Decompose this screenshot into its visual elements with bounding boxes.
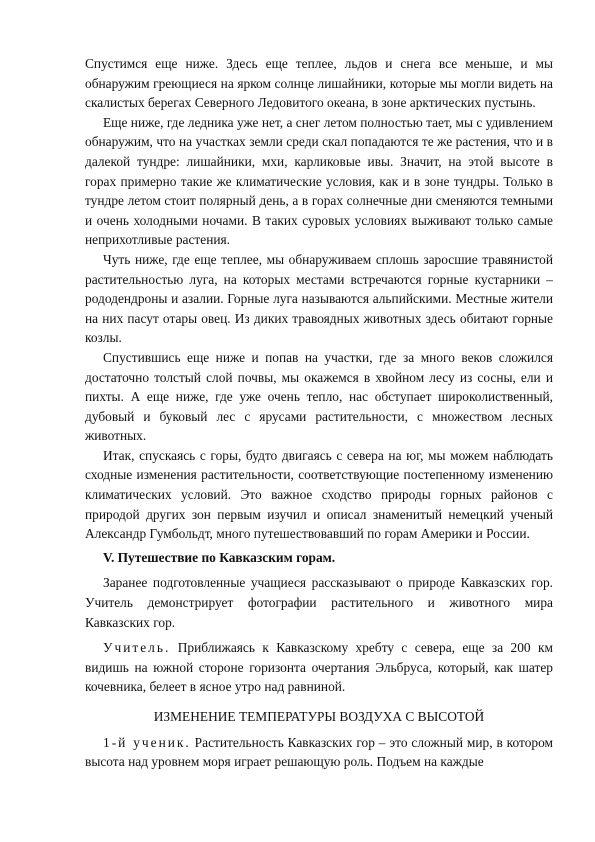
subtitle-temperature: ИЗМЕНЕНИЕ ТЕМПЕРАТУРЫ ВОЗДУХА С ВЫСОТОЙ: [153, 709, 485, 724]
document-page: [85, 54, 553, 772]
paragraph-lichens: Спустимся еще ниже. Здесь еще теплее, льдов и снега все меньше, и мы обнаружим греющиеся на ярком солнце лишайники, которые мы могли видеть на скалистых берегах Северного Ледовитого океана, в зоне арктических пустынь.: [85, 56, 553, 111]
student-text: Растительность Кавказских гор – это сложный мир, в котором высота над уровнем моря играет решающую роль. Подъем на каждые: [85, 734, 553, 770]
student-label: 1-й ученик.: [103, 734, 191, 750]
teacher-text: Приближаясь к Кавказскому хребту с севера, еще за 200 км видишь на южной стороне горизонта очертания Эльбруса, который, как шатер кочевника, белеет в ясное утро над равниной.: [85, 640, 553, 695]
paragraph-humboldt: Итак, спускаясь с горы, будто двигаясь с севера на юг, мы можем наблюдать сходные изменения растительности, соответствующие постепенному изменению климатических условий. Это важное сходство природы горных районов с природой других зон первым изучил и описал знаменитый немецкий ученый Александр Гумбольдт, много путешествовавший по горам Америки и России.: [85, 447, 553, 542]
teacher-label: Учитель.: [103, 640, 171, 656]
section-heading-caucasus: V. Путешествие по Кавказским горам.: [103, 549, 336, 565]
paragraph-forests: Спустившись еще ниже и попав на участки, где за много веков сложился достаточно толстый слой почвы, мы окажемся в хвойном лесу из сосны, ели и пихты. А еще ниже, где уже очень тепло, нас обступает широколиственный, дубовый и буковый лес с ярусами растительности, с множеством лесных животных.: [85, 349, 553, 444]
paragraph-caucasus-intro: Заранее подготовленные учащиеся рассказывают о природе Кавказских гор. Учитель демонстрирует фотографии растительного и животного мира Кавказских гор.: [85, 575, 553, 630]
paragraph-alpine-meadows: Чуть ниже, где еще теплее, мы обнаруживаем сплошь заросшие травянистой растительностью луга, на которых местами встречаются горные кустарники – рододендроны и азалии. Горные луга называются альпийскими. Местные жители на них пасут отары овец. Из диких травоядных животных здесь обитают горные козлы.: [85, 251, 553, 346]
paragraph-tundra: Еще ниже, где ледника уже нет, а снег летом полностью тает, мы с удивлением обнаружим, что на участках земли среди скал попадаются те же растения, что и в далекой тундре: лишайники, мхи, карликовые ивы. Значит, на этой высоте в горах примерно такие же климатические условия, как и в зоне тундры. Только в тундре летом стоит полярный день, а в горах солнечные дни сменяются темными и очень холодными ночами. В таких суровых условиях выживают только самые неприхотливые растения.: [85, 114, 553, 248]
paragraph-teacher: [85, 638, 553, 697]
paragraph-student-1: [85, 733, 553, 772]
